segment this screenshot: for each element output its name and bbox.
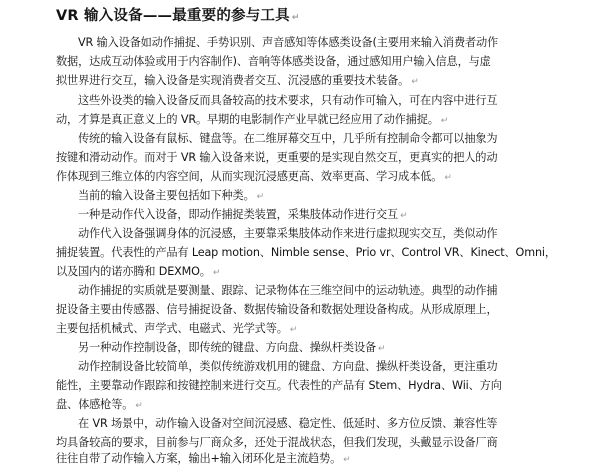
paragraph-mark-icon: ↵ [378,344,386,354]
text-line: 能性，主要靠动作跟踪和按键控制来进行交互。代表性的产品有 Stem、Hydra、Wii、方向 [56,379,502,392]
text-line: 按键和滑动动作。而对于 VR 输入设备来说，更重要的是实现自然交互，更真实的把人的动 [56,151,498,164]
paragraph-mark-icon: ↵ [289,325,298,335]
text-line: 作体现到三维立体的内容空间，从而实现沉浸感更高、效率更高、学习成本低。 ↵ [56,170,452,183]
text-line: 动作捕捉的实质就是要测量、跟踪、记录物体在三维空间中的运动轨迹。典型的动作捕 [78,284,498,297]
text-line: 数据，达成互动体验或用于内容制作)、音响等体感类设备，通过感知用户输入信息，与虚 [56,55,491,68]
text-line: 往往自带了动作输入方案，输出+输入闭环化是主流趋势。 ↵ [56,452,351,465]
text-line: 动作控制设备比较简单，类似传统游戏机用的键盘、方向盘、操纵杆类设备，更注重功 [78,360,498,373]
paragraph-mark-icon: ↵ [256,192,265,202]
paragraph-mark-icon: ↵ [400,211,408,221]
paragraph-mark-icon: ↵ [135,401,143,411]
text-line: 动作代入设备强调身体的沉浸感，主要靠采集肢体动作来进行虚拟现实交互，类似动作 [78,227,498,240]
document-title: VR 输入设备——最重要的参与工具 ↵ [56,8,300,24]
text-line: 拟世界进行交互，输入设备是实现消费者交互、沉浸感的重要技术装备。 ↵ [56,74,419,87]
text-line: 主要包括机械式、声学式、电磁式、光学式等。 ↵ [56,322,298,335]
text-line: 盘、体感枪等。 ↵ [56,398,143,411]
text-line: 这些外设类的输入设备反而具备较高的技术要求，只有动作可输入，可在内容中进行互 [78,94,498,107]
text-line: 在 VR 场景中，动作输入设备对空间沉浸感、稳定性、低延时、多方位反馈、兼容性等 [78,417,498,430]
paragraph-mark-icon: ↵ [212,268,221,278]
text-line: 当前的输入设备主要包括如下种类。 ↵ [78,189,265,202]
text-line: 捕捉装置。代表性的产品有 Leap motion、Nimble sense、Prio vr、Control VR、Kinect、Omni， [56,246,556,259]
paragraph-mark-icon: ↵ [411,77,419,87]
paragraph-mark-icon: ↵ [291,13,300,23]
paragraph-mark-icon: ↵ [343,455,351,465]
text-line: 一种是动作代入设备，即动作捕捉类装置，采集肢体动作进行交互 ↵ [78,208,408,221]
text-line: 均具备较高的要求，目前参与厂商众多，还处于混战状态，但我们发现，头戴显示设备厂商 [56,436,498,449]
text-line: VR 输入设备如动作捕捉、手势识别、声音感知等体感类设备(主要用来输入消费者动作 [78,36,499,49]
text-line: 另一种动作控制设备，即传统的键盘、方向盘、操纵杆类设备 ↵ [78,341,386,354]
text-line: 传统的输入设备有鼠标、键盘等。在二维屏幕交互中，几乎所有控制命令都可以抽象为 [78,132,498,145]
text-line: 以及国内的诺亦腾和 DEXMO。 ↵ [56,265,221,278]
text-line: 捉设备主要由传感器、信号捕捉设备、数据传输设备和数据处理设备构成。从形成原理上， [56,303,498,316]
text-line: 动，才算是真正意义上的 VR。早期的电影制作产业早就已经应用了动作捕捉。 ↵ [56,113,449,126]
paragraph-mark-icon: ↵ [444,173,452,183]
paragraph-mark-icon: ↵ [440,116,449,126]
